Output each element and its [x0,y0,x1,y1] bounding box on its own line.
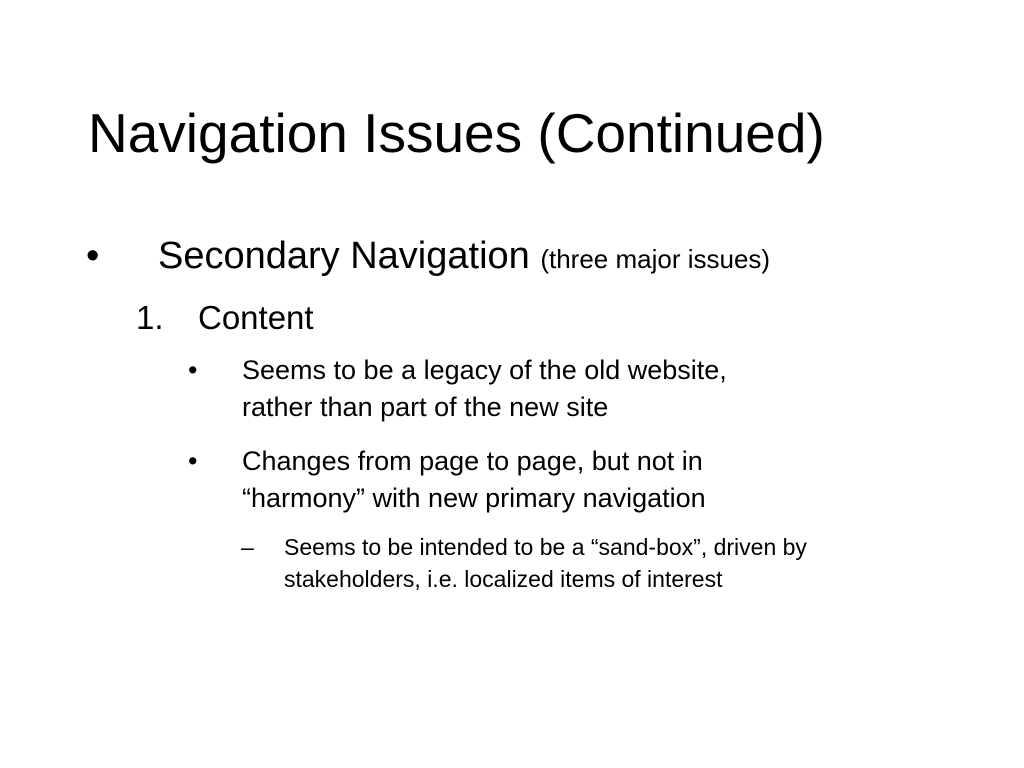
sub-bullet-line-2: “harmony” with new primary navigation [242,483,706,513]
slide-title: Navigation Issues (Continued) [88,102,825,164]
dash-item-line-2: stakeholders, i.e. localized items of interest [284,566,723,592]
number-marker: 1. [136,299,164,336]
bullet-main-text: Secondary Navigation [158,235,530,277]
bullet-note: (three major issues) [540,244,771,274]
bullet-marker: • [86,235,100,277]
bullet-text [158,231,770,284]
sub-bullet-line-2: rather than part of the new site [242,392,609,422]
dash-item-line-1: Seems to be intended to be a “sand-box”, driven by [284,534,807,560]
sub-bullet-marker: • [188,446,198,476]
sub-bullet-line-1: Changes from page to page, but not in [242,446,703,476]
sub-bullet-marker: • [188,355,198,385]
dash-marker: – [241,534,254,560]
numbered-item-text: Content [198,299,314,336]
sub-bullet-line-1: Seems to be a legacy of the old website, [242,355,727,385]
